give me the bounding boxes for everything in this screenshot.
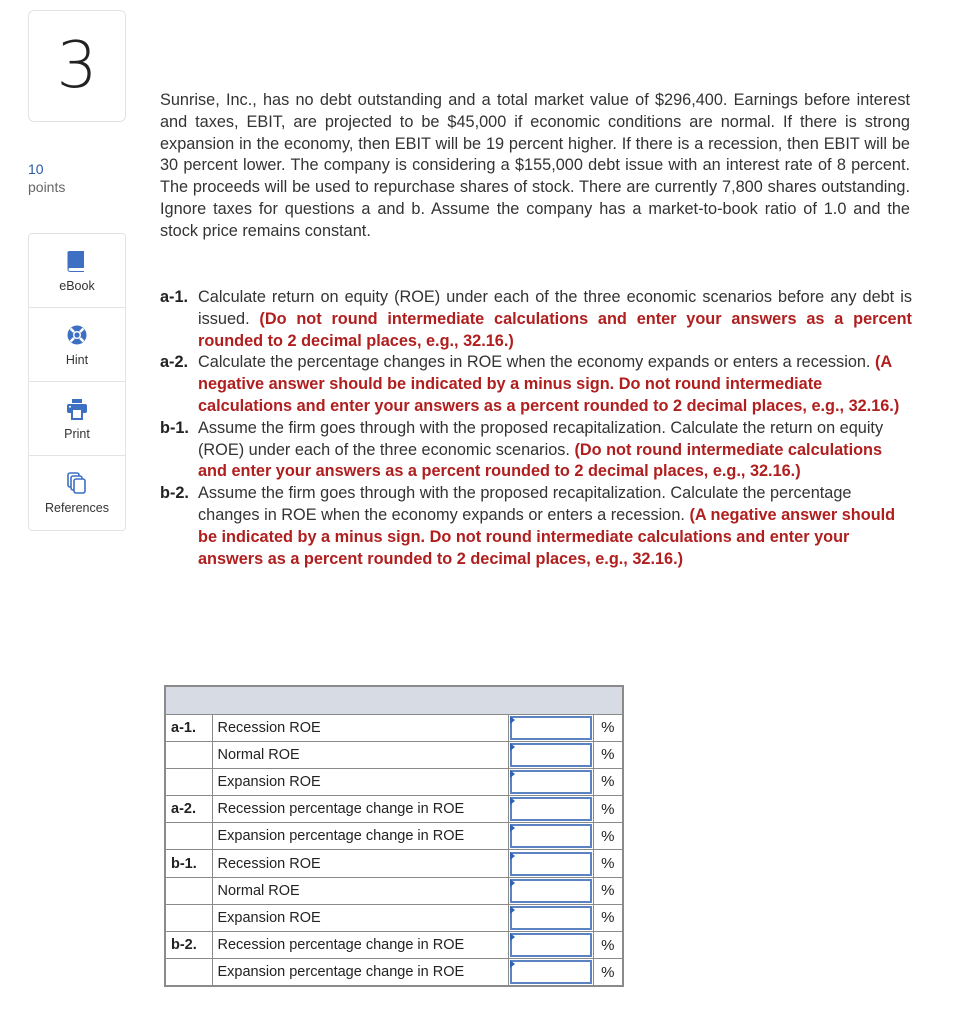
a1-recession-roe-input[interactable] [512,718,590,738]
a2-recession-change-input[interactable] [512,799,590,819]
table-header [165,686,623,714]
b1-recession-roe-input[interactable] [512,854,590,874]
row-label: Recession percentage change in ROE [212,796,508,823]
table-row [165,932,623,959]
ebook-button[interactable] [29,234,125,308]
row-label: Recession percentage change in ROE [212,932,508,959]
table-row [165,714,623,741]
unit-label: % [593,932,623,959]
part-b1 [160,418,912,483]
input-flag-icon [510,906,515,914]
table-row [165,904,623,931]
table-header-row [165,686,623,714]
row-part-label: a-1. [165,714,212,741]
part-label: a-2. [160,353,189,372]
question-number-box [28,10,126,122]
row-part-label [165,823,212,850]
a1-expansion-roe-input[interactable] [512,772,590,792]
documents-icon [66,471,88,495]
part-text: Calculate return on equity (ROE) under each of the three economic scenarios before any debt is issued. [198,288,912,328]
part-label: b-2. [160,484,189,503]
unit-label: % [593,904,623,931]
answer-table [164,685,624,987]
input-flag-icon [510,770,515,778]
row-part-label [165,959,212,987]
table-row [165,959,623,987]
row-part-label: b-1. [165,850,212,877]
table-row [165,823,623,850]
row-part-label: a-2. [165,796,212,823]
row-label: Normal ROE [212,741,508,768]
input-flag-icon [510,824,515,832]
part-a2 [160,352,912,417]
part-label: a-1. [160,288,189,306]
row-part-label [165,768,212,795]
problem-statement: Sunrise, Inc., has no debt outstanding and a total market value of $296,400. Earnings before interest and taxes, EBIT, are projected to be $45,000 if economic conditions are normal. If there is strong expansion in the economy, then EBIT will be 19 percent higher. If there is a recession, then EBIT will be 30 percent lower. The company is considering a $155,000 debt issue with an interest rate of 8 percent. The proceeds will be used to repurchase shares of stock. There are currently 7,800 shares outstanding. Ignore taxes for questions a and b. Assume the company has a market-to-book ratio of 1.0 and the stock price remains constant. [160,91,910,240]
part-text: Assume the firm goes through with the proposed recapitalization. Calculate the return on equity (ROE) under each of the three economic scenarios. [198,418,884,459]
b1-expansion-roe-input[interactable] [512,908,590,928]
part-text: Assume the firm goes through with the proposed recapitalization. Calculate the percentage changes in ROE when the economy expands or enters a recession. [198,484,852,524]
input-flag-icon [510,879,515,887]
row-label: Normal ROE [212,877,508,904]
input-flag-icon [510,933,515,941]
lifebuoy-icon [66,323,88,347]
unit-label: % [593,768,623,795]
print-label: Print [64,426,90,441]
input-flag-icon [510,716,515,724]
row-label: Expansion ROE [212,904,508,931]
unit-label: % [593,796,623,823]
references-label: References [45,501,109,515]
row-part-label [165,904,212,931]
a2-expansion-change-input[interactable] [512,826,590,846]
unit-label: % [593,823,623,850]
unit-label: % [593,850,623,877]
part-a1 [160,287,912,352]
unit-label: % [593,741,623,768]
table-row [165,877,623,904]
row-label: Expansion ROE [212,768,508,795]
print-button[interactable] [29,382,125,456]
part-text: Calculate the percentage changes in ROE when the economy expands or enters a recession. [198,353,875,372]
unit-label: % [593,877,623,904]
row-label: Expansion percentage change in ROE [212,823,508,850]
question-number: 3 [56,29,98,103]
points-info [28,160,65,196]
row-label: Recession ROE [212,850,508,877]
part-instruction: (A negative answer should be indicated by a minus sign. Do not round intermediate calculations and enter your answers as a percent rounded to 2 decimal places, e.g., 32.16.) [198,353,900,415]
row-label: Expansion percentage change in ROE [212,959,508,987]
unit-label: % [593,959,623,987]
hint-button[interactable] [29,308,125,382]
row-label: Recession ROE [212,714,508,741]
table-row [165,850,623,877]
points-label: points [28,179,66,195]
table-row [165,768,623,795]
question-parts [160,287,912,570]
a1-normal-roe-input[interactable] [512,745,590,765]
input-flag-icon [510,852,515,860]
part-label: b-1. [160,418,189,437]
input-flag-icon [510,743,515,751]
part-instruction: (Do not round intermediate calculations and enter your answers as a percent rounded to 2 decimal places, e.g., 32.16.) [198,309,912,350]
part-instruction: (Do not round intermediate calculations and enter your answers as a percent rounded to 2 decimal places, e.g., 32.16.) [198,440,883,481]
unit-label: % [593,714,623,741]
input-flag-icon [510,960,515,968]
input-flag-icon [510,797,515,805]
table-row [165,741,623,768]
references-button[interactable] [29,456,125,530]
ebook-label: eBook [59,278,95,293]
part-b2 [160,483,912,570]
tools-panel [28,233,126,531]
part-instruction: (A negative answer should be indicated by a minus sign. Do not round intermediate calculations and enter your answers as a percent rounded to 2 decimal places, e.g., 32.16.) [198,505,896,568]
b2-expansion-change-input[interactable] [512,962,590,982]
row-part-label: b-2. [165,932,212,959]
row-part-label [165,741,212,768]
table-row [165,796,623,823]
b1-normal-roe-input[interactable] [512,881,590,901]
points-value: 10 [28,161,44,177]
hint-label: Hint [65,352,89,367]
book-icon [66,249,88,273]
row-part-label [165,877,212,904]
b2-recession-change-input[interactable] [512,935,590,955]
printer-icon [66,397,88,421]
